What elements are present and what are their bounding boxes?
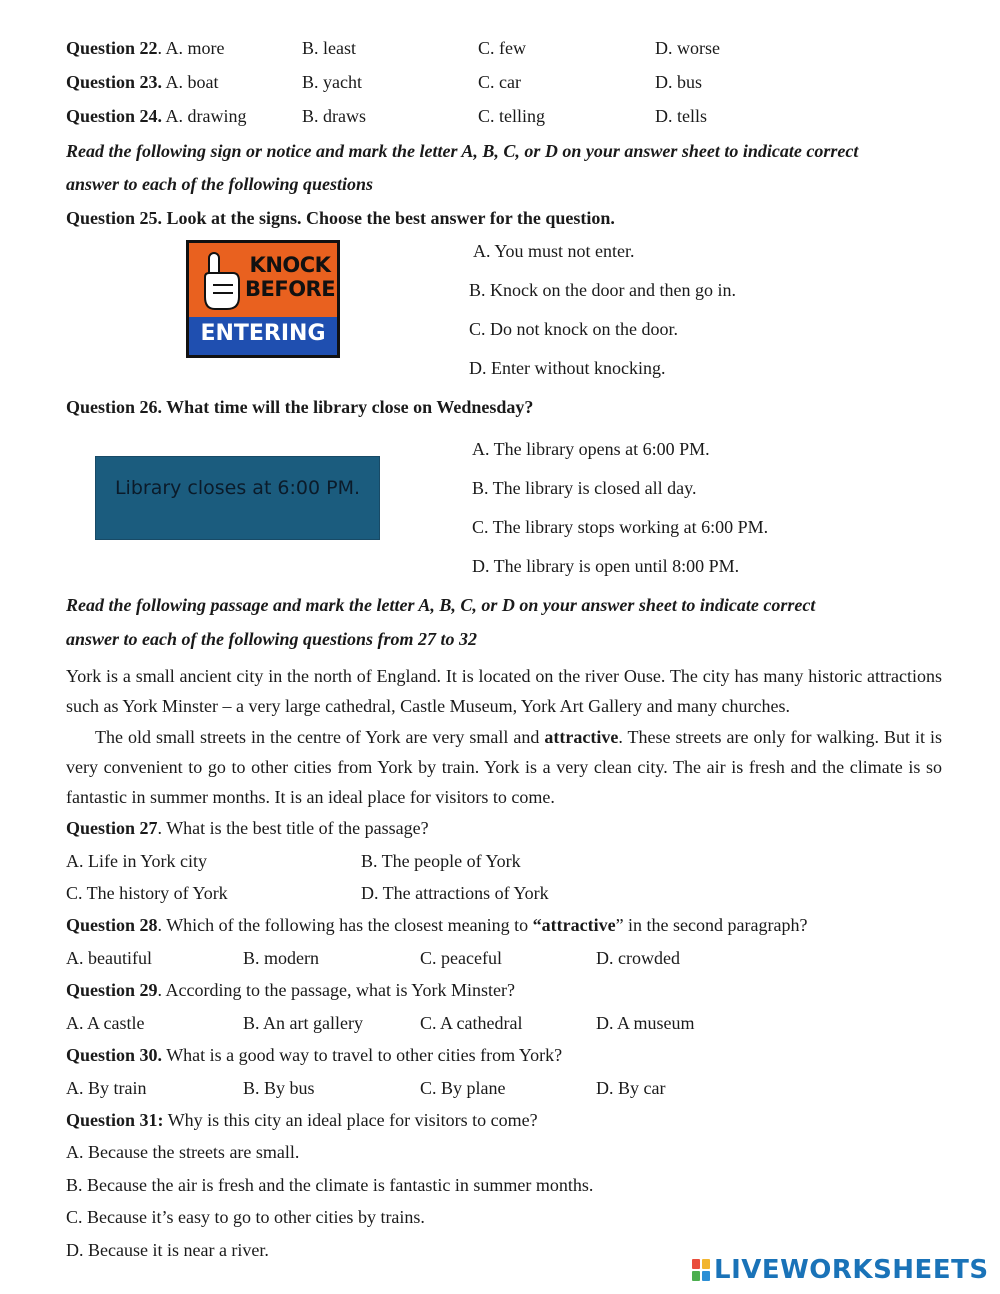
q29-option-d: D. A museum <box>596 1013 695 1033</box>
library-sign <box>95 456 380 540</box>
q28-option-d: D. crowded <box>596 948 680 968</box>
passage-paragraph-2 <box>66 722 942 812</box>
question-text: What is a good way to travel to other cities from York? <box>162 1045 563 1065</box>
option-d: D. tells <box>655 106 707 126</box>
question-label: Question 27 <box>66 818 158 838</box>
q31-option-c: C. Because it’s easy to go to other cities by trains. <box>66 1207 425 1227</box>
q29-option-a: A. A castle <box>66 1013 145 1033</box>
q29-option-b: B. An art gallery <box>243 1013 363 1033</box>
question-label: Question 29 <box>66 980 158 1000</box>
keyword-attractive: attractive <box>544 727 619 747</box>
p2-text-before: The old small streets in the centre of York are very small and <box>95 727 545 747</box>
q27-option-c: C. The history of York <box>66 883 228 903</box>
q26-option-d: D. The library is open until 8:00 PM. <box>472 556 740 576</box>
option-b: B. yacht <box>302 72 362 92</box>
liveworksheets-logo-text: LIVEWORKSHEETS <box>714 1255 989 1285</box>
instruction2-line-1: Read the following passage and mark the letter A, B, C, or D on your answer sheet to indicate correct <box>66 595 816 615</box>
passage-paragraph-1: York is a small ancient city in the north of England. It is located on the river Ouse. The city has many historic attractions such as York Minster – a very large cathedral, Castle Museum, York Art Gallery and many churches. <box>66 666 942 716</box>
q30-option-b: B. By bus <box>243 1078 315 1098</box>
question-28 <box>66 915 807 936</box>
knock-before-entering-sign <box>186 240 340 358</box>
question-25-title: Question 25. Look at the signs. Choose the best answer for the question. <box>66 208 615 228</box>
question-24 <box>66 106 247 127</box>
q27-option-a: A. Life in York city <box>66 851 207 871</box>
question-text: Why is this city an ideal place for visitors to come? <box>163 1110 538 1130</box>
question-text: . According to the passage, what is York Minster? <box>157 980 515 1000</box>
question-text-before: . Which of the following has the closest meaning to <box>157 915 533 935</box>
p2-text-after: . These streets are only for walking. But it is very convenient to go to other cities from York by train. York is a very clean city. The air is fresh and the climate is so fantastic in summer months. It is an ideal place for visitors to come. <box>66 727 942 807</box>
q26-option-c: C. The library stops working at 6:00 PM. <box>472 517 769 537</box>
question-27 <box>66 818 429 839</box>
question-text: . What is the best title of the passage? <box>157 818 429 838</box>
q25-option-a: A. You must not enter. <box>473 241 635 261</box>
option-a: . A. more <box>157 38 225 58</box>
q28-option-b: B. modern <box>243 948 319 968</box>
question-label: Question 22 <box>66 38 158 58</box>
question-label: Question 28 <box>66 915 158 935</box>
q30-option-a: A. By train <box>66 1078 147 1098</box>
question-label: Question 30. <box>66 1045 163 1065</box>
q28-option-c: C. peaceful <box>420 948 502 968</box>
q27-option-d: D. The attractions of York <box>361 883 549 903</box>
instruction2-line-2: answer to each of the following questions from 27 to 32 <box>66 629 478 649</box>
option-a: A. drawing <box>162 106 247 126</box>
liveworksheets-logo[interactable] <box>692 1255 989 1285</box>
option-d: D. worse <box>655 38 720 58</box>
question-22 <box>66 38 225 59</box>
option-d: D. bus <box>655 72 703 92</box>
knocking-hand-icon <box>199 251 243 313</box>
question-label: Question 23. <box>66 72 163 92</box>
keyword: “attractive <box>532 915 616 935</box>
q26-option-a: A. The library opens at 6:00 PM. <box>472 439 710 459</box>
liveworksheets-logo-icon <box>692 1259 710 1281</box>
q31-option-b: B. Because the air is fresh and the climate is fantastic in summer months. <box>66 1175 594 1195</box>
sign-word-knock: KNOCK <box>249 253 331 277</box>
question-31 <box>66 1110 538 1131</box>
option-c: C. telling <box>478 106 545 126</box>
option-c: C. car <box>478 72 521 92</box>
option-b: B. draws <box>302 106 366 126</box>
sign-text-top <box>245 253 335 301</box>
question-23 <box>66 72 219 93</box>
q25-option-d: D. Enter without knocking. <box>469 358 666 378</box>
question-label: Question 31: <box>66 1110 164 1130</box>
question-26-title: Question 26. What time will the library close on Wednesday? <box>66 397 534 417</box>
question-29 <box>66 980 515 1001</box>
q31-option-d: D. Because it is near a river. <box>66 1240 269 1260</box>
option-a: A. boat <box>162 72 219 92</box>
option-b: B. least <box>302 38 356 58</box>
option-c: C. few <box>478 38 526 58</box>
library-sign-text: Library closes at 6:00 PM. <box>114 477 361 499</box>
q26-option-b: B. The library is closed all day. <box>472 478 697 498</box>
question-label: Question 24. <box>66 106 163 126</box>
q28-option-a: A. beautiful <box>66 948 152 968</box>
instruction-line-1: Read the following sign or notice and mark the letter A, B, C, or D on your answer sheet to indicate correct <box>66 141 859 161</box>
q30-option-c: C. By plane <box>420 1078 506 1098</box>
q25-option-c: C. Do not knock on the door. <box>469 319 678 339</box>
question-text-after: ” in the second paragraph? <box>615 915 808 935</box>
q25-option-b: B. Knock on the door and then go in. <box>469 280 736 300</box>
instruction-line-2: answer to each of the following questions <box>66 174 374 194</box>
question-30 <box>66 1045 562 1066</box>
q31-option-a: A. Because the streets are small. <box>66 1142 300 1162</box>
sign-word-before: BEFORE <box>245 277 336 301</box>
sign-word-entering: ENTERING <box>200 321 326 346</box>
q27-option-b: B. The people of York <box>361 851 521 871</box>
q30-option-d: D. By car <box>596 1078 666 1098</box>
q29-option-c: C. A cathedral <box>420 1013 523 1033</box>
